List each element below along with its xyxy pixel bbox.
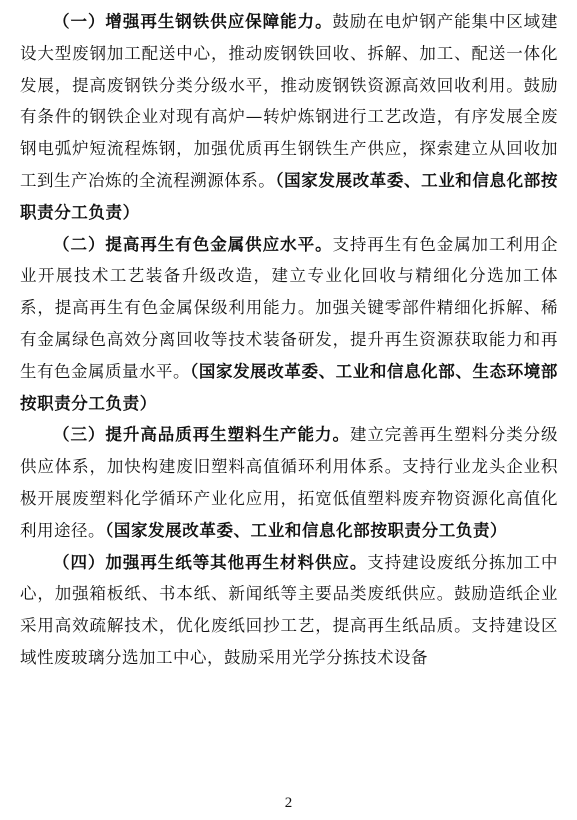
paragraph-plastics: [20, 419, 558, 546]
paragraph-paper-and-others: [20, 547, 558, 674]
responsibility-note: （国家发展改革委、工业和信息化部、生态环境部按职责分工负责）: [20, 361, 558, 413]
page-number: 2: [284, 795, 293, 811]
paragraph-heading: （二）提高再生有色金属供应水平。: [53, 234, 333, 254]
paragraph-heading: （四）加强再生纸等其他再生材料供应。: [53, 552, 368, 572]
paragraph-nonferrous-metals: [20, 229, 558, 420]
responsibility-note: （国家发展改革委、工业和信息化部按职责分工负责）: [20, 170, 558, 222]
responsibility-note: （国家发展改革委、工业和信息化部按职责分工负责）: [105, 520, 508, 540]
document-page: [20, 6, 558, 674]
paragraph-body: 建立完善再生塑料分类分级供应体系，加快构建废旧塑料高值循环利用体系。支持行业龙头企业积极开展废塑料化学循环产业化应用，拓宽低值塑料废弃物资源化高值化利用途径。: [20, 425, 558, 540]
paragraph-steel: [20, 6, 558, 229]
paragraph-heading: （三）提升高品质再生塑料生产能力。: [53, 425, 350, 445]
paragraph-body: 支持再生有色金属加工利用企业开展技术工艺装备升级改造，建立专业化回收与精细化分选加工体系，提高再生有色金属保级利用能力。加强关键零部件精细化拆解、稀有金属绿色高效分离回收等技术装备研发，提升再生资源获取能力和再生有色金属质量水平。: [20, 234, 558, 381]
paragraph-body: 支持建设废纸分拣加工中心，加强箱板纸、书本纸、新闻纸等主要品类废纸供应。鼓励造纸企业采用高效疏解技术，优化废纸回抄工艺，提高再生纸品质。支持建设区域性废玻璃分选加工中心，鼓励采用光学分拣技术设备: [20, 552, 558, 667]
paragraph-body: 鼓励在电炉钢产能集中区域建设大型废钢加工配送中心，推动废钢铁回收、拆解、加工、配送一体化发展，提高废钢铁分类分级水平，推动废钢铁资源高效回收利用。鼓励有条件的钢铁企业对现有高炉—转炉炼钢进行工艺改造，有序发展全废钢电弧炉短流程炼钢，加强优质再生钢铁生产供应，探索建立从回收加工到生产冶炼的全流程溯源体系。: [20, 12, 558, 190]
paragraph-heading: （一）增强再生钢铁供应保障能力。: [53, 12, 333, 31]
